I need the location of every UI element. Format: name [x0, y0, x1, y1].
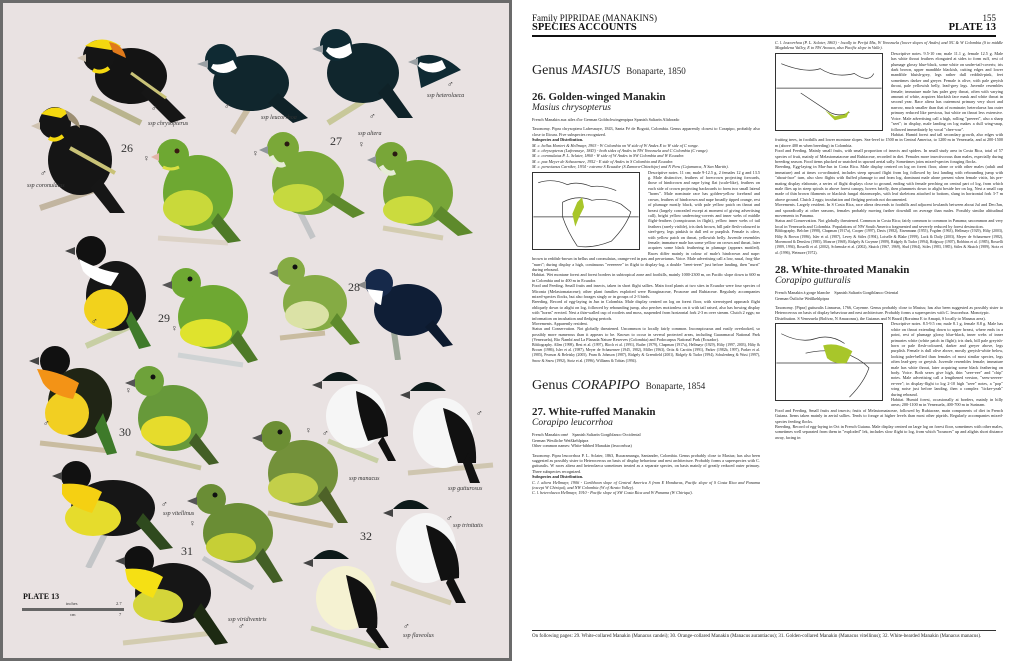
- page-number: 155: [982, 13, 996, 23]
- text-column-left: [532, 55, 760, 496]
- species-title-27: 27. White-ruffed Manakin: [532, 406, 656, 419]
- breeding-26: Breeding. Record of egg-laying in Jun in Colombia. Male display centred on log on forest floor, with stereotyped approach flight obliquely down to alight on log, followed by rebounding jump, also perches motionless on it with tail raised, also has bowing display with "horns" erected. Nest a thin-walled cup of rootlets and moss, suspended from horizontal fork 2-3 m over stream. Clutch 2 eggs; no information on incubation and fledging periods.: [532, 299, 760, 321]
- food-27: Food and Feeding. Mainly small fruits, with small proportion of insects and spiders. In small study area in Costa Rica, total of 57 species of fruit, mainly of Melastomataceae and Rubiaceae, recorded in diet. Females more insectivorous than males, especially during breeding season. Food items plucked or snatched in upward aerial sally. Sometimes joins mixed-species foraging flocks.: [775, 148, 1003, 164]
- species-scientific-27: Corapipo leucorrhoa: [532, 418, 613, 429]
- male-symbol: ♂: [447, 79, 454, 89]
- plate-title: PLATE 13: [23, 592, 60, 601]
- species-title-26: 26. Golden-winged Manakin: [532, 91, 666, 103]
- female-symbol: ♀: [358, 139, 365, 149]
- text-column-right: [775, 40, 1003, 440]
- label-ssp-gutturosus: ssp gutturosus: [448, 486, 483, 492]
- label-ssp-trinitatis: ssp trinitatis: [453, 523, 483, 529]
- taxonomy-26: Taxonomy. Pipra chrysoptera Lafresnaye, 1843, Santa Fé de Bogotá, Colombia. Genus apparently closest to Corapipo, probably also close to Ilicura. Five subspecies recognized.: [532, 126, 760, 137]
- male-symbol: ♂: [40, 168, 47, 178]
- following-pages-note: On following pages: 29. White-collared Manakin (Manacus candei); 30. Orange-collared Manakin (Manacus aurantiacus); 31. Golden-collared Manakin (Manacus vitellinus); 32. White-bearded Manakin (Manacus manacus).: [532, 634, 982, 639]
- scale-inches-label: inches: [66, 601, 78, 606]
- map-south-america-icon: [533, 173, 639, 249]
- label-ssp-vitellinus: ssp vitellinus: [163, 511, 195, 517]
- label-ssp-manacus: ssp manacus: [349, 476, 380, 482]
- scale-inches-value: 2.7: [116, 601, 122, 606]
- label-ssp-altera: ssp altera: [358, 131, 382, 137]
- habitat-27: Habitat. Humid forest and tall secondary growth, also edges with fruiting trees, in foothills and lower montane slopes. Sea-level to 1500 m in Central America, to 1200 m in Venezuela, and at 200-1500 m (above 400 m when breeding) in Colombia.: [775, 131, 1003, 148]
- descriptive-notes-27: Descriptive notes. 9.5-10 cm; male 11.1 g, female 12.5 g. Male has white throat feathers elongated at sides to form ruff, rest of plumage glossy blue-black, some white on under-tail-coverts; iris dark brown, upper mandible blackish, cutting edges and lower mandible bluish-grey, legs rather dull reddish-pink, feet sometimes darker and greyer. Female is olive, with pale greyish throat, pale yellowish belly, lead-grey legs. Juvenile resembles female; immature male has paler grey throat, often with varying amount of white, acquires blackish face mask and white throat in second year. Race altera has outermost primary very short and narrow, much smaller than that of nominate; heterolaeca has outer primary reduced like previous, but white on throat less extensive. Voice. Male advertising call a high, rolling "preeeet", also a sharp "seet"; in display, male landing on log makes a dull wing-snap, followed immediately by vocal "chee-wur".: [891, 50, 1003, 132]
- male-symbol: ♂: [224, 101, 231, 111]
- bird-white-ruffed-male-altera: [308, 23, 418, 128]
- plate-number-28: 28: [348, 280, 360, 294]
- common-names-28: French Manakin à gorge blanche Spanish Saltarín Gorgiblanco Oriental German Östliche Weißkehlpipra: [775, 290, 899, 301]
- species-scientific-26: Masius chrysopterus: [532, 103, 611, 113]
- male-symbol: ♂: [476, 408, 483, 418]
- movements-27: Movements. Largely resident. In S Costa Rica, race altera descends to foothills and adjacent lowlands between about Jul and Dec/Jan, and sporadically at other seasons, females probably moving farther downhill on average than males. Possibly similar altitudinal movements in Panama.: [775, 202, 1003, 218]
- female-symbol: ♀: [171, 323, 178, 333]
- bibliography-26: Bibliography. Allen (1998), Best et al. (1997), Bloch et al. (1991), Butler (1979), Chapman (1917a), Hellmayr (1929), Hilty (1997, 2003), Hilty & Brown (1986), Isler et al. (1987), Meyer de Schauensee (1945, 1982), Miller (1963), Ortiz & Carrión (1991), Parker (1982b, 1997), Parker et al. (1985), Pearson & Beletsky (2005), Prum & Johnson (1987), Ridgely & Greenfield (2001), Ridgely & Tudor (1994), Schulenberg & Wust (1997), Snow & Snow (1992), Stotz et al. (1996), Williams & Tobias (1994).: [532, 342, 760, 363]
- subspecies-26-4: M. c. peruvianus Carriker, 1934 - extreme S Ecuador (S Zamora-Chinchipe) and N Peru (Cajamarca, N San Martín).: [532, 164, 729, 170]
- range-map-26: [532, 172, 640, 250]
- subspecies-26-1: M. c. chrysopterus (Lafresnaye, 1843) - both sides of Andes in NW Venezuela and C Colombia (C range).: [532, 148, 709, 154]
- subspecies-27-2: C. l. leucorrhoa (P. L. Sclater, 1863) - locally in Perijá Mts, W Venezuela (lower slopes of Andes) and NC & W Colombia (S to middle Magdalena Valley, E to NW Arauca, also Pacific slope in Valle).: [775, 40, 1003, 51]
- female-symbol: ♀: [143, 153, 150, 163]
- label-ssp-viridiventris: ssp viridiventris: [228, 617, 267, 623]
- plate-number-29: 29: [158, 311, 170, 325]
- label-ssp-heterolaeca: ssp heterolaeca: [427, 93, 465, 99]
- footer-rule: [532, 630, 996, 631]
- plate-number-30: 30: [119, 425, 131, 439]
- bird-white-bearded-male-manacus: [308, 361, 403, 466]
- bird-white-throated-female: [265, 253, 365, 348]
- breeding-28: Breeding. Record of egg-laying in Oct in French Guiana. Male display centred on large log on forest floor, sometimes with other males, sometimes well separated from them in "exploded" lek, includes slow flight to log, from which "bounces" up and alights short distance away, facing in: [775, 424, 1003, 440]
- breeding-27: Breeding. Egg-laying in Mar-Jun in Costa Rica. Male display centred on log on forest floor, alone or with other males (adult and immature) and at times co-ordinated, includes steep upward flight from log followed by fast landing with rebounding jump with "about-face" turn, also slow flights with fluffed plumage to and from log, dominant male alone present when female visits, his pre-mating display elaborate, a series of flight displays close to ground, ending with female perching on central part of log, from which male flies up in steep spirals to above forest canopy, hovers briefly, then plummets down to alight beside her on log. Nest a small cup made of thin brown filaments or blackish fungal rhizomorphs, with leaf skeletons attached to bottom, slung in horizontal fork 3-7 m above ground. Clutch 2 eggs; incubation and fledging periods not documented.: [775, 164, 1003, 202]
- label-ssp-flaveolus: ssp flaveolus: [403, 633, 434, 639]
- subspecies-heading-26: Subspecies and Distribution.: [532, 137, 584, 143]
- male-symbol: ♂: [369, 111, 376, 121]
- scale-cm-value: 7: [119, 612, 122, 617]
- plate-number-32: 32: [360, 529, 372, 543]
- genus-heading-masius: Genus MASIUS Bonaparte, 1850: [532, 63, 686, 78]
- map-northern-south-america-icon: [776, 324, 882, 400]
- subspecies-heading-27: Subspecies and Distribution.: [532, 474, 584, 480]
- bird-golden-winged-male-coronulatus: [25, 98, 135, 213]
- food-28: Food and Feeding. Small fruits and insects; fruits of Melastomataceae, followed by Rubiaceae, main components of diet in French Guiana. Items taken mainly in aerial sallies. Tends to forage at higher levels than most other piprids. Regularly accompanies mixed-species feeding flocks.: [775, 407, 1003, 424]
- subspecies-27-0: C. l. altera Hellmayr, 1906 - Caribbean slope of Central America S from E Honduras, Pacific slope of S Costa Rica and Panama (except W Chiriquí), and NW Colombia (W of Atrato Valley).: [532, 479, 760, 490]
- bibliography-27: Bibliography. Belcher (1998), Chapman (1917a), Cooper (1997), Davis (1982), Eisenmann (1955), Fogden (1963), Hellmayr (1929), Hilty (2003), Hilty & Brown (1986), Isler et al. (1987), Levey & Stiles (1994), Loiselle & Blake (1999), Luck & Daily (2003), Meyer de Schauensee (1982), Moermond & Denslow (1985), Monroe (1968), Ridgely & Gwynne (1989), Ridgely & Tudor (1994), Ridgway (1907), Robbins et al. (1985), Rosselli (1989, 1994), Rosselli et al. (2002), Schemske et al. (2002), Skutch (1967, 1969), Slud (1964), Stiles (1983, 1985), Stiles & Skutch (1989), Stotz et al. (1996), Wetmore (1972).: [775, 229, 1003, 255]
- range-map-28: [775, 323, 883, 401]
- species-title-28: 28. White-throated Manakin: [775, 264, 910, 277]
- status-27: Status and Conservation. Not globally threatened. Common in Costa Rica; fairly common to common in Panama; uncommon and very local in Venezuela and Colombia. Populations of NW South America fragmented and severely reduced by forest destruction.: [775, 218, 1003, 229]
- bird-orange-collared-male: [25, 343, 120, 458]
- species-accounts-page: [512, 0, 1024, 661]
- male-symbol: ♂: [322, 428, 329, 438]
- habitat-26: Habitat. Wet montane forest and forest borders in subtropical zone and foothills, mainly 1000-2300 m, on Pacific slope down to 600 m in Colombia and to 400 m in Ecuador.: [532, 272, 760, 283]
- plate-number-31: 31: [181, 544, 193, 558]
- status-26: Status and Conservation. Not globally threatened. Uncommon to locally fairly common. Inconspicuous and easily overlooked, so possibly more numerous than it appears to be. Known to occur in several protected areas, including Guaramacal National Park (Venezuela), Río Ñambí and La Planada Nature Reserves (Colombia) and Podocarpus National Park (Ecuador).: [532, 326, 760, 343]
- scale-bar: [22, 608, 124, 611]
- running-header-family: Family PIPRIDAE (MANAKINS): [532, 13, 658, 23]
- subspecies-26-0: M. c. bellus Hartert & Hellmayr, 1903 - W Colombia on W side of W Andes E to W side of C range.: [532, 142, 699, 148]
- plate-number-26: 26: [121, 141, 133, 155]
- male-symbol: ♂: [403, 621, 410, 631]
- male-symbol: ♂: [161, 499, 168, 509]
- label-ssp-coronulatus: ssp coronulatus: [27, 183, 65, 189]
- habitat-28: Habitat. Humid forest, occasionally at borders, mainly in hilly areas; 200-1100 m in Venezuela, 400-700 m in Surinam.: [891, 396, 1003, 408]
- subspecies-26-2: M. c. coronulatus P. L. Sclater, 1860 - W side of W Andes in SW Colombia and W Ecuador.: [532, 153, 685, 159]
- descriptive-notes-28: Descriptive notes. 8.5-9.5 cm; male 8.1 g, female 8.8 g. Male has white on throat extending down to upper breast, where ends in a point, rest of plumage glossy blue-black, inner webs of inner primaries white (white patch in flight); iris dark, bill pale greyish-horn or pale flesh-coloured, darker and greyer above, legs purplish. Female is dull olive above, mostly greyish-white below, looking paler-bellied than females of most similar species, legs often lead-grey or greyish. Juvenile resembles female; immature male has white throat, later acquiring some black feathering on body. Voice. Both sexes give high, thin "seee-eee" and "chip" notes. Male advertising call a lengthened version, "seeu-seeeee-ee-eee"; in display-flight to log 2-10 high "seee" notes, a "pop" wing noise just before landing, then a complex "ticker-yeah" during rebound.: [891, 321, 1003, 397]
- label-ssp-chrysopterus: ssp chrysopterus: [148, 121, 189, 127]
- descriptive-notes-26: Descriptive notes. 11 cm; male 9-12.5 g, 2 females 12 g and 13.5 g. Male distinctive, feathers of forecrown projecting forwards, those of hindcrown and nape lying flat (scale-like), feathers on each side of crown projecting backwards to form two small lateral "horns". Male nominate race has golden-yellow forehead and crown, feathers of hindcrown and nape broadly tipped orange, rest of plumage mostly black, with pale yellow patch on throat and breast (largely concealed except at moment of giving advertising call), bright yellow underwing-coverts and inner webs of middle flight-feathers (conspicuous in flight), yellow inner webs of tail feathers (rarely visible), iris dark brown, bill pale flesh-coloured to steel-grey, legs pinkish to dull red or purplish. Female is olive, with yellow patch on throat, yellowish belly. Juvenile resembles female; immature male has some yellow on crown and throat, later acquires some black feathering in plumage (appears mottled). Races differ mainly in colour of male's hindcrown and nape: brown to reddish-brown in bellus and coronulatus, orange-red in pax and peruvianus. Voice. Male advertising call a low, nasal, frog-like "nurrt"; during display a high, continuous "eeeeeeee" in flight to display-log, a double "teeet-teeet" just before landing, then "nurrt" during rebound.: [532, 169, 760, 272]
- bird-white-ruffed-head-heterolaeca: [406, 48, 466, 93]
- bird-white-ruffed-female-leucorrhoa: [253, 128, 368, 243]
- plate-illustration: [3, 3, 509, 658]
- bird-golden-collared-male-viridiventris: [113, 543, 233, 648]
- movements-26: Movements. Apparently resident.: [532, 321, 588, 327]
- running-header-section: SPECIES ACCOUNTS: [532, 22, 637, 33]
- distribution-28: Distribution. S Venezuela (Bolívar, N Amazonas), the Guianas and N Brazil (Roraima E to Amapá, S locally to Manaus area).: [775, 315, 986, 321]
- bird-white-ruffed-male-leucorrhoa: [193, 38, 313, 138]
- taxonomy-27: Taxonomy. Pipra leucorrhoa P. L. Sclater, 1863, Bucaramanga, Santander, Colombia. Genus probably close to Masius; has also been suggested as possibly sister to Heterocercus on basis of display behaviour and nest architecture. Probably forms a superspecies with C. gutturalis. W races altera and heterolaeca sometimes treated as a separate species, on basis mainly of greatly reduced outer primary. Three subspecies recognized.: [532, 452, 760, 474]
- male-symbol: ♂: [91, 316, 98, 326]
- subspecies-26-3: M. c. pax Meyer de Schauensee, 1952 - E side of Andes in S Colombia and Ecuador.: [532, 158, 674, 164]
- plate-number-27: 27: [330, 134, 342, 148]
- bird-white-bearded-male-flaveolus: [301, 543, 401, 653]
- bird-white-throated-male: [353, 265, 453, 360]
- scale-cm-label: cm: [70, 612, 76, 617]
- map-central-america-icon: [776, 54, 882, 130]
- male-symbol: ♂: [151, 103, 158, 113]
- bird-white-collared-male: [61, 231, 161, 351]
- bird-white-ruffed-female-altera: [363, 138, 478, 248]
- bird-orange-collared-female: [121, 363, 226, 473]
- food-26: Food and Feeding. Small fruits and insects, taken in short flight sallies. Main food plants at two sites in Ecuador were four species of Miconia (Melastomataceae); other plant families exploited were Boraginaceae, Proaceae and Rubiaceae. Regularly accompanies mixed-species flocks, but also forages singly or in groups of 2-3 birds.: [532, 283, 760, 299]
- header-rule: [532, 35, 996, 37]
- female-symbol: ♀: [189, 518, 196, 528]
- subspecies-27-1: C. l. heterolaeca Hellmayr, 1910 - Pacific slope of SW Costa Rica and W Panama (W Chiriquí).: [532, 490, 693, 496]
- genus-heading-corapipo: Genus CORAPIPO Bonaparte, 1854: [532, 378, 706, 394]
- bird-white-collared-female: [158, 265, 268, 370]
- label-ssp-leucorrhoa: ssp leucorrhoa: [261, 115, 297, 121]
- running-header-plate: PLATE 13: [948, 22, 996, 33]
- male-symbol: ♂: [446, 513, 453, 523]
- female-symbol: ♀: [125, 385, 132, 395]
- common-names-27: French Manakin orné Spanish Saltarín Gorgiblanco Occidental German Westliche Weißkehlpipra Other common names: White-bibbed Manakin (leucorrhoa): [532, 432, 641, 449]
- species-scientific-28: Corapipo gutturalis: [775, 276, 851, 287]
- common-names-26: French Manakin aux ailes d'or German Goldschwingenpipra Spanish Saltarín Alidorado: [532, 117, 680, 122]
- male-symbol: ♂: [238, 621, 245, 631]
- male-symbol: ♂: [43, 418, 50, 428]
- bird-white-bearded-male-gutturosus: [398, 373, 498, 488]
- female-symbol: ♀: [252, 148, 259, 158]
- female-symbol: ♀: [305, 425, 312, 435]
- taxonomy-28: Taxonomy. [Pipra] gutturalis Linnaeus, 1766, Cayenne. Genus probably close to Masius; has also been suggested as possibly sister to Heterocercus on basis of display behaviour and nest architecture. Probably forms a superspecies with C. leucorrhoa. Monotypic.: [775, 305, 1003, 316]
- range-map-27: [775, 53, 883, 131]
